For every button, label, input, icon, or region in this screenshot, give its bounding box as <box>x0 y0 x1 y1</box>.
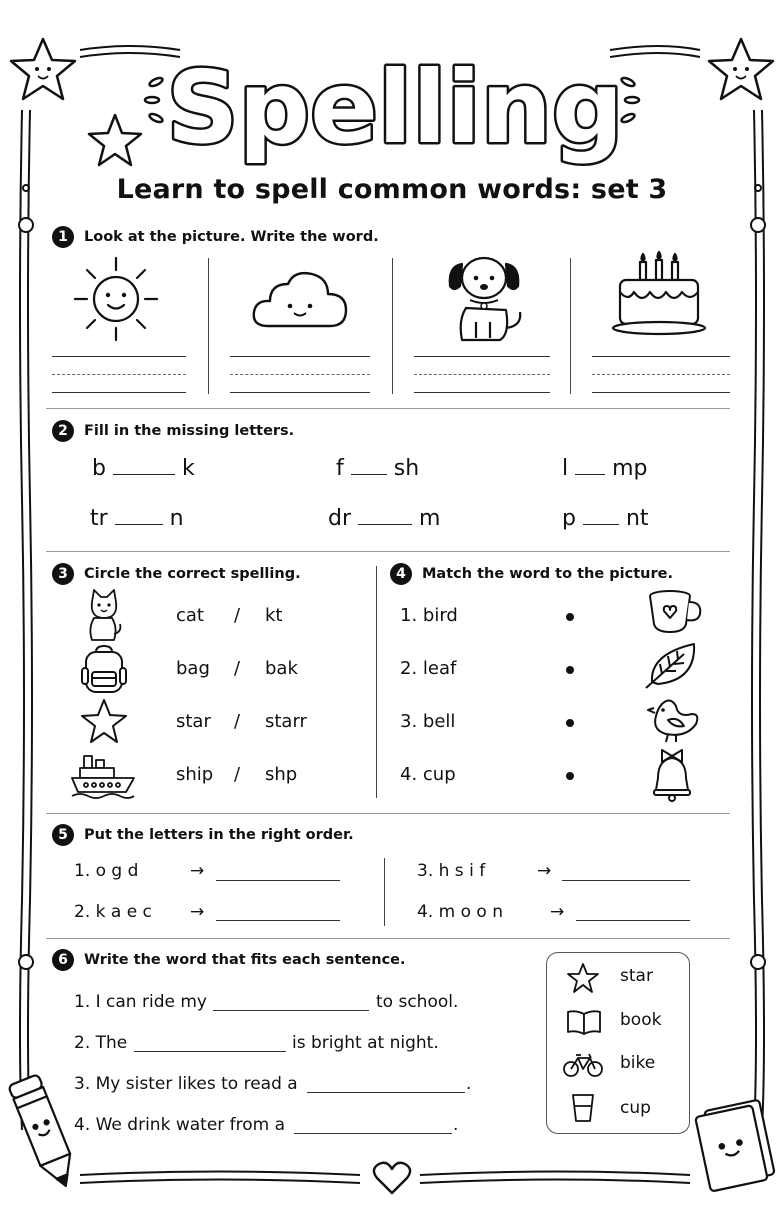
section-instruction: Write the word that fits each sentence. <box>84 952 406 968</box>
section-instruction: Put the letters in the right order. <box>84 827 354 843</box>
section-number: 1 <box>52 226 74 248</box>
spelling-choice[interactable]: ship <box>176 764 214 785</box>
section-number: 4 <box>390 563 412 585</box>
match-dot[interactable] <box>566 772 574 780</box>
spelling-choice[interactable]: starr <box>265 711 307 732</box>
missing-letters-word: dr m <box>328 506 441 531</box>
answer-line[interactable] <box>562 880 690 881</box>
star-icon <box>86 112 144 168</box>
leaf-icon[interactable] <box>644 640 700 690</box>
scrambled-word: 1. o g d <box>74 861 139 881</box>
book-icon <box>566 1008 602 1036</box>
write-line <box>230 392 370 393</box>
write-line-dashed <box>414 374 550 375</box>
word-bank-word: star <box>620 966 653 986</box>
ship-icon <box>70 752 136 798</box>
page-title <box>166 42 624 172</box>
sentence-start: 2. The <box>74 1033 128 1053</box>
cloud-icon <box>250 268 350 330</box>
sentence-start: 3. My sister likes to read a <box>74 1074 298 1094</box>
write-line-dashed <box>230 374 370 375</box>
letter-blank[interactable] <box>575 460 605 475</box>
letter-blank[interactable] <box>358 510 412 525</box>
write-line[interactable] <box>52 356 186 357</box>
scrambled-word: 3. h s i f <box>417 861 486 881</box>
pencil-icon <box>8 1072 80 1196</box>
column-divider <box>376 566 377 798</box>
page-subtitle: Learn to spell common words: set 3 <box>116 174 668 205</box>
column-divider <box>570 258 571 394</box>
section-3-header <box>52 563 301 585</box>
slash: / <box>234 658 241 679</box>
write-line-dashed <box>52 374 186 375</box>
write-line[interactable] <box>230 356 370 357</box>
svg-text:Spelling: Spelling <box>166 49 624 166</box>
letter-blank[interactable] <box>351 460 387 475</box>
section-instruction: Look at the picture. Write the word. <box>84 229 379 245</box>
arrow: → <box>190 861 205 881</box>
section-divider <box>46 938 730 939</box>
letter-blank[interactable] <box>583 510 619 525</box>
section-divider <box>46 551 730 552</box>
smiling-star-icon <box>706 36 776 102</box>
match-word: 2. leaf <box>400 658 457 679</box>
write-line <box>414 392 550 393</box>
match-dot[interactable] <box>566 613 574 621</box>
scrambled-word: 4. m o o n <box>417 902 503 922</box>
section-number: 3 <box>52 563 74 585</box>
write-line[interactable] <box>414 356 550 357</box>
match-word: 3. bell <box>400 711 456 732</box>
answer-line[interactable] <box>576 920 690 921</box>
match-word: 1. bird <box>400 605 458 626</box>
arrow: → <box>190 902 205 922</box>
slash: / <box>234 711 241 732</box>
sentence-blank[interactable] <box>294 1133 452 1134</box>
answer-line[interactable] <box>216 880 340 881</box>
column-divider <box>384 858 385 926</box>
missing-letters-word: p nt <box>562 506 649 531</box>
missing-letters-word: tr n <box>90 506 184 531</box>
sentence-blank[interactable] <box>134 1051 286 1052</box>
section-6-header <box>52 949 406 971</box>
word-bank-word: book <box>620 1010 662 1030</box>
arrow: → <box>537 861 552 881</box>
backpack-icon <box>80 644 128 694</box>
section-divider <box>46 408 730 409</box>
missing-letters-word: f sh <box>336 456 420 481</box>
section-divider <box>46 813 730 814</box>
section-instruction: Match the word to the picture. <box>422 566 673 582</box>
section-1-header <box>52 226 379 248</box>
spelling-choice[interactable]: kt <box>265 605 283 626</box>
bell-icon[interactable] <box>650 748 694 802</box>
answer-line[interactable] <box>216 920 340 921</box>
section-2-header <box>52 420 294 442</box>
letter-blank[interactable] <box>115 510 163 525</box>
book-icon <box>690 1100 776 1192</box>
write-line[interactable] <box>592 356 730 357</box>
match-dot[interactable] <box>566 666 574 674</box>
section-instruction: Fill in the missing letters. <box>84 423 295 439</box>
heart-icon <box>372 1160 412 1196</box>
section-5-header <box>52 824 354 846</box>
write-line-dashed <box>592 374 730 375</box>
sentence-end: . <box>466 1074 472 1094</box>
dog-icon <box>440 250 530 346</box>
column-divider <box>208 258 209 394</box>
word-bank-word: bike <box>620 1053 656 1073</box>
star-icon <box>566 962 600 994</box>
column-divider <box>392 258 393 394</box>
cup-icon[interactable] <box>646 588 706 634</box>
slash: / <box>234 605 241 626</box>
sentence-blank[interactable] <box>213 1010 369 1011</box>
smiling-star-icon <box>8 36 78 102</box>
write-line <box>52 392 186 393</box>
slash: / <box>234 764 241 785</box>
bike-icon <box>562 1052 604 1078</box>
section-number: 6 <box>52 949 74 971</box>
sentence-end: is bright at night. <box>292 1033 439 1053</box>
sentence-start: 1. I can ride my <box>74 992 207 1012</box>
sentence-end: . <box>453 1115 459 1135</box>
star-icon <box>80 698 128 744</box>
sun-icon <box>70 254 162 344</box>
section-instruction: Circle the correct spelling. <box>84 566 301 582</box>
spelling-choice[interactable]: star <box>176 711 211 732</box>
scrambled-word: 2. k a e c <box>74 902 152 922</box>
missing-letters-word: l mp <box>562 456 648 481</box>
spelling-choice[interactable]: cat <box>176 605 204 626</box>
spelling-choice[interactable]: bag <box>176 658 210 679</box>
word-bank-word: cup <box>620 1098 651 1118</box>
section-number: 2 <box>52 420 74 442</box>
missing-letters-word: b k <box>92 456 195 481</box>
match-dot[interactable] <box>566 719 574 727</box>
sentence-end: to school. <box>376 992 459 1012</box>
cup-icon <box>570 1092 596 1124</box>
sentence-blank[interactable] <box>307 1092 465 1093</box>
match-word: 4. cup <box>400 764 456 785</box>
section-number: 5 <box>52 824 74 846</box>
letter-blank[interactable] <box>113 460 175 475</box>
arrow: → <box>550 902 565 922</box>
spelling-choice[interactable]: shp <box>265 764 298 785</box>
sentence-start: 4. We drink water from a <box>74 1115 286 1135</box>
bird-icon[interactable] <box>646 694 702 746</box>
cat-icon <box>84 588 124 642</box>
write-line <box>592 392 730 393</box>
section-4-header <box>390 563 673 585</box>
spelling-choice[interactable]: bak <box>265 658 298 679</box>
cake-icon <box>610 250 708 338</box>
